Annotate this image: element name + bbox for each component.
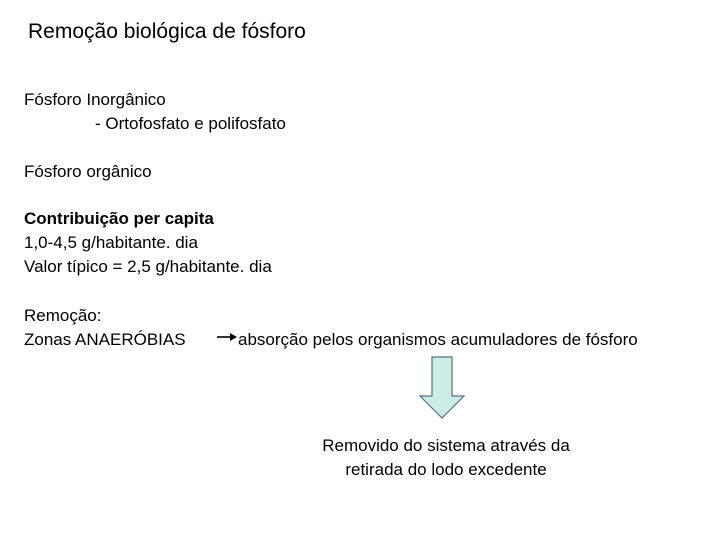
result-line-1: Removido do sistema através da [322, 436, 570, 455]
contribution-range: 1,0-4,5 g/habitante. dia [24, 233, 198, 252]
result-note [270, 434, 622, 482]
removal-zones: Zonas ANAERÓBIAS [24, 330, 186, 349]
down-arrow-icon [418, 356, 466, 420]
organic-heading: Fósforo orgânico [24, 162, 152, 181]
right-arrow-icon [216, 331, 238, 343]
inorganic-detail: - Ortofosfato e polifosfato [95, 114, 286, 133]
removal-process: absorção pelos organismos acumuladores de fósforo [238, 330, 638, 349]
result-line-2: retirada do lodo excedente [345, 460, 547, 479]
inorganic-heading: Fósforo Inorgânico [24, 90, 166, 109]
contribution-heading: Contribuição per capita [24, 209, 214, 228]
page-title: Remoção biológica de fósforo [28, 20, 306, 43]
contribution-typical: Valor típico = 2,5 g/habitante. dia [24, 257, 272, 276]
removal-heading: Remoção: [24, 306, 102, 325]
